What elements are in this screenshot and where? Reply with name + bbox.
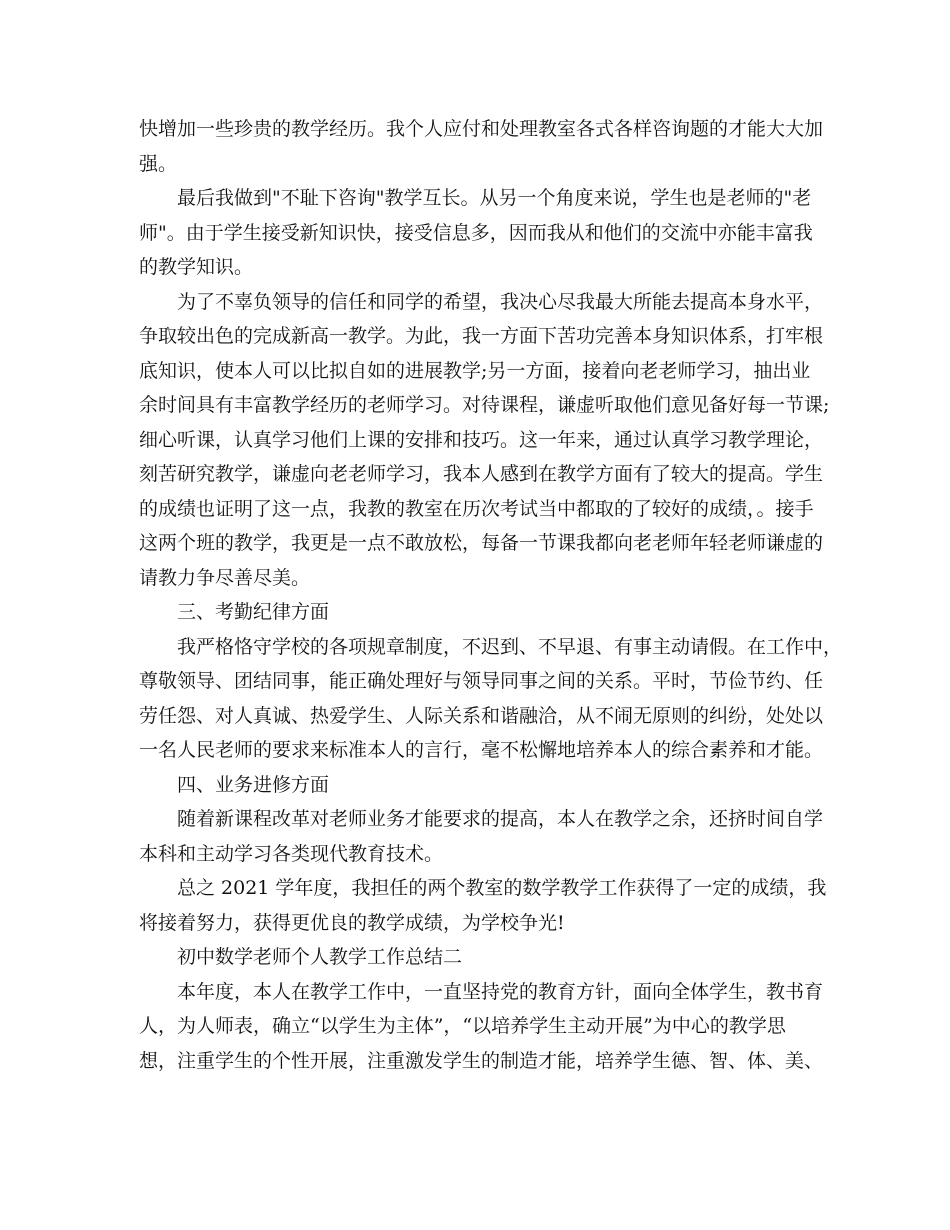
text-line: 的教学知识。	[139, 256, 254, 278]
text-line: 请教力争尽善尽美。	[139, 566, 311, 589]
text-line: 劳任怨、对人真诚、热爱学生、人际关系和谐融洽，从不闹无原则的纠纷，处处以	[139, 704, 824, 727]
text-line: 总之 2021 学年度，我担任的两个教室的数学教学工作获得了一定的成绩，我	[177, 877, 827, 899]
text-line: 想，注重学生的个性开展，注重激发学生的制造才能，培养学生德、智、体、美、	[139, 1049, 824, 1072]
text-line: 我严格恪守学校的各项规章制度，不迟到、不早退、有事主动请假。在工作中，	[177, 635, 843, 658]
text-line: 刻苦研究教学，谦虚向老老师学习，我本人感到在教学方面有了较大的提高。学生	[139, 463, 824, 485]
text-line: 初中数学老师个人教学工作总结二	[177, 946, 463, 968]
text-line: 一名人民老师的要求来标准本人的言行，毫不松懈地培养本人的综合素养和才能。	[139, 739, 824, 761]
text-line: 人，为人师表，确立“以学生为主体”，“以培养学生主动开展”为中心的教学思	[139, 1015, 786, 1037]
text-line: 将接着努力，获得更优良的教学成绩，为学校争光!	[139, 911, 565, 934]
text-line: 四、业务进修方面	[177, 773, 330, 796]
document-body	[139, 112, 843, 1078]
text-line: 三、考勤纪律方面	[177, 601, 330, 623]
text-line: 余时间具有丰富教学经历的老师学习。对待课程，谦虚听取他们意见备好每一节课;	[139, 394, 830, 416]
text-line: 本年度，本人在教学工作中，一直坚持党的教育方针，面向全体学生，教书育	[177, 980, 824, 1003]
text-line: 强。	[139, 152, 178, 175]
text-line: 本科和主动学习各类现代教育技术。	[139, 842, 444, 865]
text-line: 尊敬领导、团结同事，能正确处理好与领导同事之间的关系。平时，节俭节约、任	[139, 670, 824, 692]
text-line: 随着新课程改革对老师业务才能要求的提高，本人在教学之余，还挤时间自学	[177, 808, 824, 830]
text-line: 为了不辜负领导的信任和同学的希望，我决心尽我最大所能去提高本身水平，	[177, 290, 824, 313]
text-line: 最后我做到"不耻下咨询"教学互长。从另一个角度来说，学生也是老师的"老	[177, 187, 812, 209]
text-line: 争取较出色的完成新高一教学。为此，我一方面下苦功完善本身知识体系，打牢根	[139, 325, 824, 347]
text-line: 底知识，使本人可以比拟自如的进展教学;另一方面，接着向老老师学习，抽出业	[139, 359, 811, 382]
text-line: 细心听课，认真学习他们上课的安排和技巧。这一年来，通过认真学习教学理论，	[139, 428, 824, 451]
text-line: 这两个班的教学，我更是一点不敢放松，每备一节课我都向老老师年轻老师谦虚的	[139, 532, 824, 554]
text-line: 的成绩也证明了这一点，我教的教室在历次考试当中都取的了较好的成绩，。接手	[139, 497, 814, 520]
text-line: 师"。由于学生接受新知识快，接受信息多，因而我从和他们的交流中亦能丰富我	[139, 221, 813, 244]
text-line: 快增加一些珍贵的教学经历。我个人应付和处理教室各式各样咨询题的才能大大加	[139, 118, 824, 140]
